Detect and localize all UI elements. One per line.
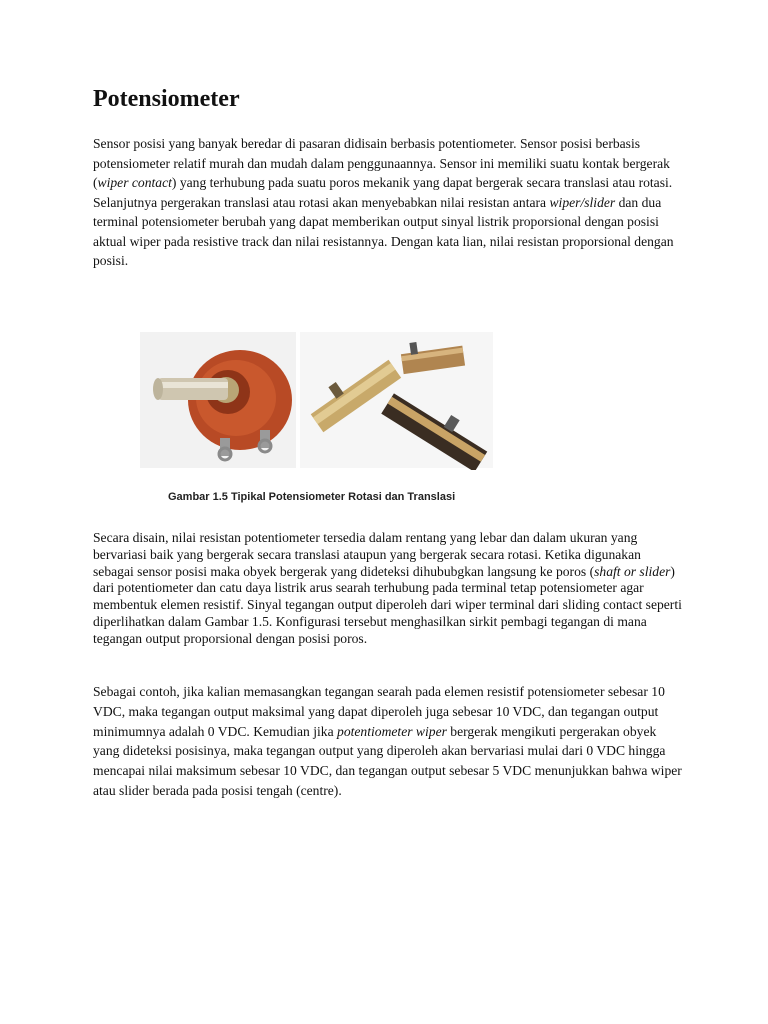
paragraph-1 <box>93 134 683 271</box>
italic-term: wiper/slider <box>549 194 616 210</box>
text-run: ) dari potentiometer dan catu daya listrik arus searah terhubung pada terminal tetap potensiometer agar membentuk elemen resistif. Sinyal tegangan output diperoleh dari wiper terminal dari sliding contact seperti diperlihatkan dalam Gambar 1.5. Konfigurasi tersebut menghasilkan sirkit pembagi tegangan di mana tegangan output proporsional dengan posisi poros. <box>93 563 682 646</box>
italic-term: wiper contact <box>97 175 172 190</box>
text-run: bergerak mengikuti pergerakan obyek yang dideteksi posisinya, maka tegangan output yang diperoleh akan bervariasi mulai dari 0 VDC hingga mencapai nilai maksimum sebesar 10 VDC, dan tegangan output sebesar 5 VDC menunjukkan bahwa wiper atau slider berada pada posisi tengah (centre). <box>93 723 682 798</box>
text-run: Sensor posisi yang banyak beredar di pasaran didisain berbasis potentiometer. Sensor posisi berbasis potensiometer relatif murah dan mudah dalam penggunaannya. Sensor ini memiliki suatu kontak bergerak ( <box>93 136 670 190</box>
text-run: Secara disain, nilai resistan potentiometer tersedia dalam rentang yang lebar dan dalam ukuran yang bervariasi baik yang bergerak secara translasi ataupun yang bergerak secara rotasi. Ketika digunakan sebagai sensor posisi maka obyek bergerak yang dideteksi dihububgkan langsung ke poros ( <box>93 530 641 579</box>
page-title: Potensiometer <box>93 86 240 112</box>
italic-term: shaft or slider <box>594 563 671 579</box>
paragraph-2 <box>93 530 683 648</box>
italic-term: potentiometer wiper <box>337 723 447 739</box>
text-run: Sebagai contoh, jika kalian memasangkan tegangan searah pada elemen resistif potensiometer sebesar 10 VDC, maka tegangan output maksimal yang dapat diperoleh juga sebesar 10 VDC, dan tegangan output minimumnya adalah 0 VDC. Kemudian jika <box>93 684 665 739</box>
figure-caption: Gambar 1.5 Tipikal Potensiometer Rotasi dan Translasi <box>168 491 456 503</box>
rotary-potentiometer-image <box>140 332 296 468</box>
paragraph-3 <box>93 682 683 801</box>
slide-potentiometers-image <box>300 332 494 470</box>
text-run: ) yang terhubung pada suatu poros mekanik yang dapat bergerak secara translasi atau rotasi. Selanjutnya pergerakan translasi atau rotasi akan menyebabkan nilai resistan antara <box>93 175 673 210</box>
potentiometer-figure <box>140 330 496 470</box>
text-run: dan dua terminal potensiometer berubah yang dapat memberikan output sinyal listrik proporsional dengan posisi aktual wiper pada resistive track dan nilai resistannya. Dengan kata lian, nilai resistan proporsional dengan posisi. <box>93 194 674 268</box>
